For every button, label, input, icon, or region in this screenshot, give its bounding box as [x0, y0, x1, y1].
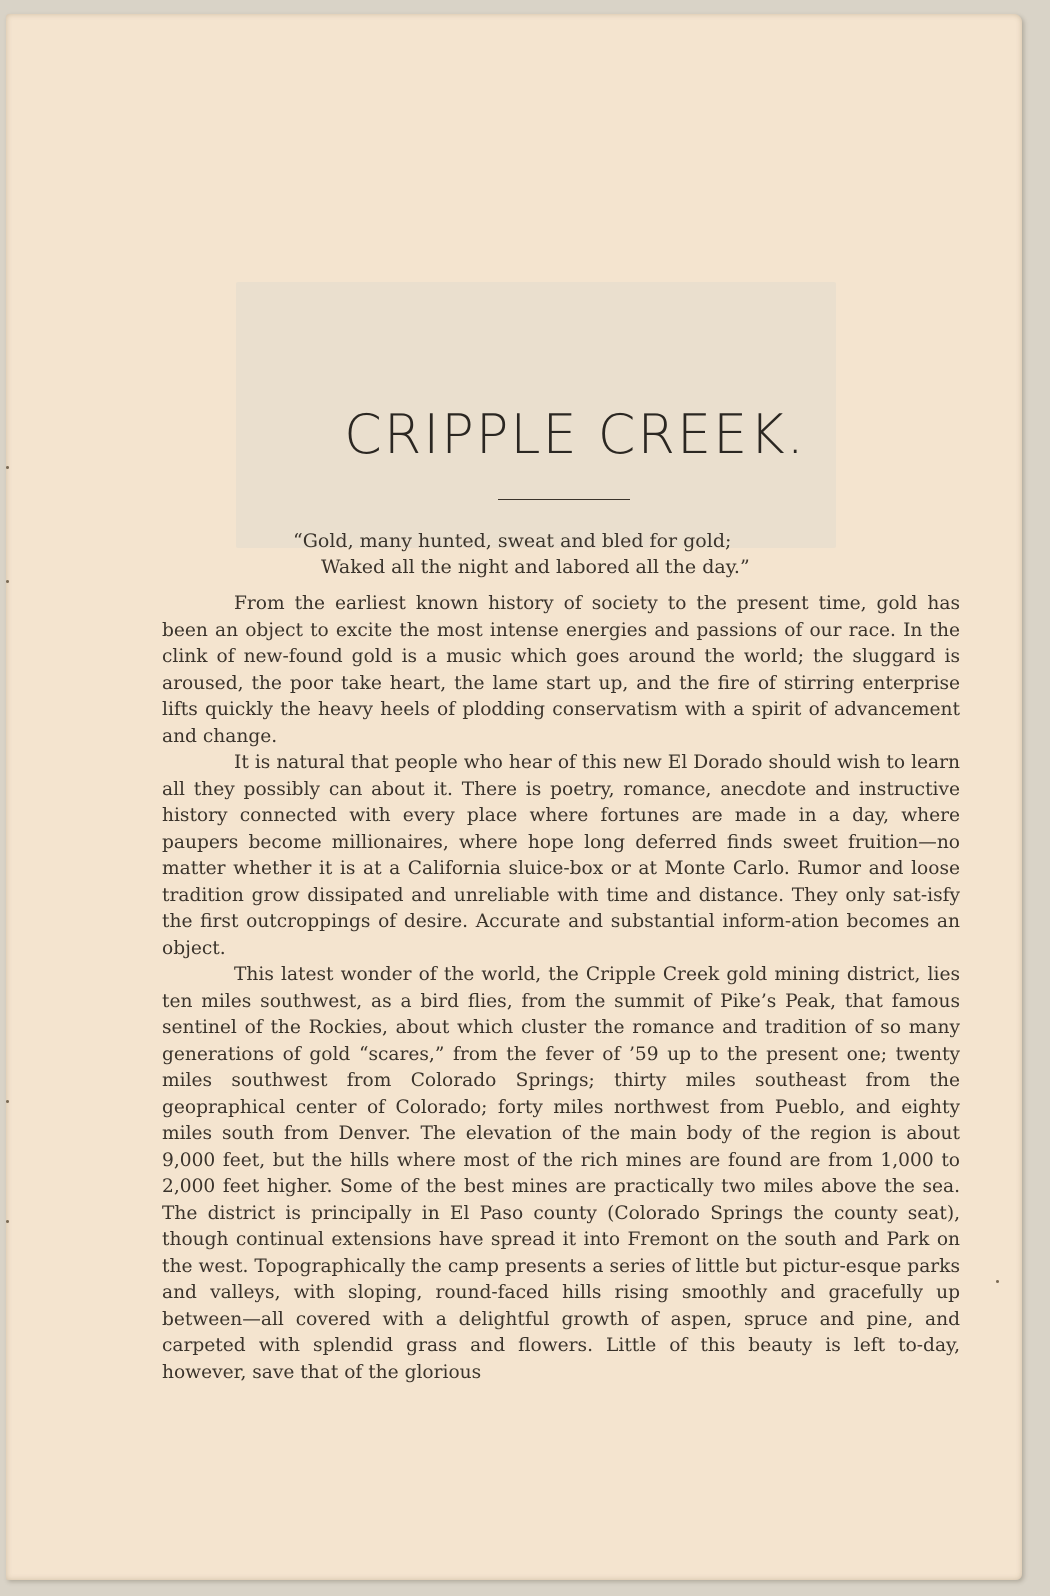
paper-spot: [6, 466, 9, 469]
epigraph-line-1: “Gold, many hunted, sweat and bled for gold;: [293, 530, 732, 552]
title-rule: [498, 499, 630, 500]
paragraph-1: From the earliest known history of society to the present time, gold has been an object to excite the most intense energies and passions of our race. In the clink of new-found gold is a music which goes around the world; the sluggard is aroused, the poor take heart, the lame start up, and the fire of stirring enterprise lifts quickly the heavy heels of plodding conservatism with a spirit of advancement and change.: [162, 593, 960, 747]
epigraph-line-2: Waked all the night and labored all the day.”: [321, 556, 750, 578]
paper-spot: [6, 1220, 9, 1223]
paper-spot: [6, 580, 9, 583]
paper-spot: [6, 1100, 9, 1103]
body-text: [162, 591, 960, 1386]
page-title: CRIPPLE CREEK.: [344, 403, 806, 466]
paragraph-3: This latest wonder of the world, the Cripple Creek gold mining district, lies ten miles southwest, as a bird flies, from the summit of Pike’s Peak, that famous sentinel of the Rockies, about which cluster the romance and tradition of so many generations of gold “scares,” from the fever of ’59 up to the present one; twenty miles southwest from Colorado Springs; thirty miles southeast from the geopraphical center of Colorado; forty miles northwest from Pueblo, and eighty miles south from Denver. The elevation of the main body of the region is about 9,000 feet, but the hills where most of the rich mines are found are from 1,000 to 2,000 feet higher. Some of the best mines are practically two miles above the sea. The district is principally in El Paso county (Colorado Springs the county seat), though continual extensions have spread it into Fremont on the south and Park on the west. Topographically the camp presents a series of little but pictur-esque parks and valleys, with sloping, round-faced hills rising smoothly and gracefully up between—all covered with a delightful growth of aspen, spruce and pine, and carpeted with splendid grass and flowers. Little of this beauty is left to-day, however, save that of the glorious: [162, 964, 960, 1383]
paper-spot: [996, 1280, 999, 1283]
epigraph: [160, 528, 965, 580]
paragraph-2: It is natural that people who hear of this new El Dorado should wish to learn all they possibly can about it. There is poetry, romance, anecdote and instructive history connected with every place where fortunes are made in a day, where paupers become millionaires, where hope long deferred finds sweet fruition—no matter whether it is at a California sluice-box or at Monte Carlo. Rumor and loose tradition grow dissipated and unreliable with time and distance. They only sat-isfy the first outcroppings of desire. Accurate and substantial inform-ation becomes an object.: [162, 752, 960, 959]
